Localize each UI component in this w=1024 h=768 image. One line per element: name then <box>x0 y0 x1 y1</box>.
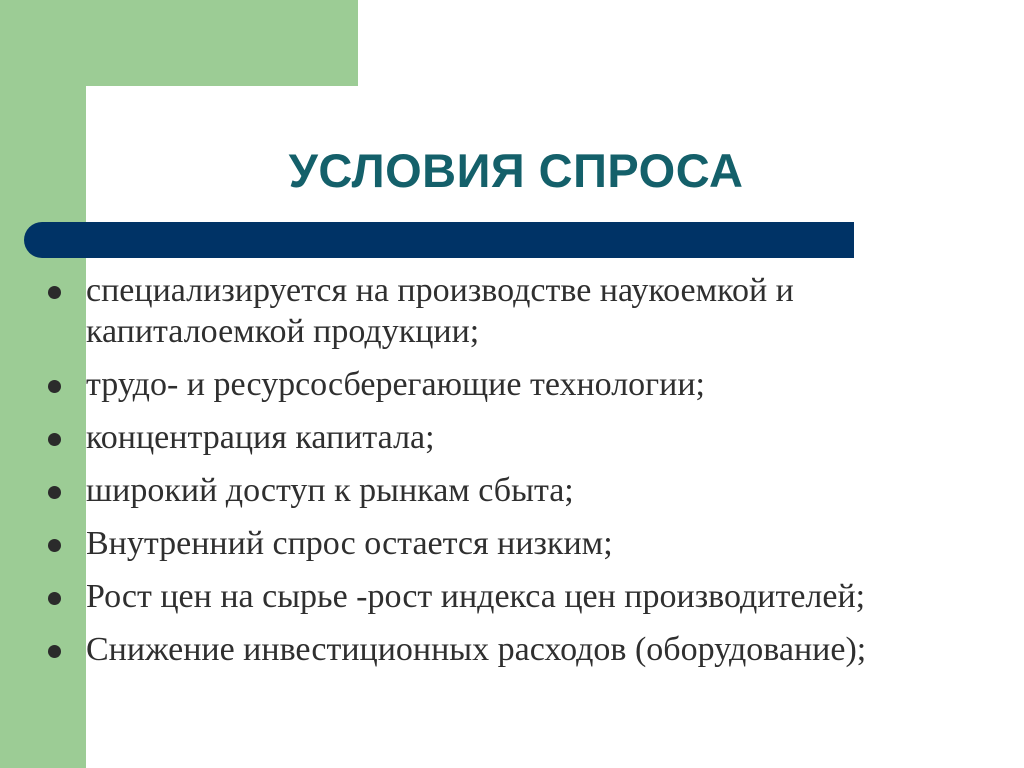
bullet-dot-icon <box>48 433 61 446</box>
bullet-text-line: Снижение инвестиционных расходов (оборудование); <box>86 631 867 668</box>
bullet-text-line: капиталоемкой продукции; <box>86 313 480 350</box>
bullet-dot-icon <box>48 286 61 299</box>
bullet-item <box>46 417 1016 458</box>
bullet-text-line: Рост цен на сырье -рост индекса цен производителей; <box>86 578 866 615</box>
bullet-dot-icon <box>48 645 61 658</box>
bullet-dot-icon <box>48 486 61 499</box>
bullet-text-line: концентрация капитала; <box>86 419 435 456</box>
bullet-item <box>46 364 1016 405</box>
bullet-text-line: трудо- и ресурсосберегающие технологии; <box>86 366 705 403</box>
bullet-text-line: специализируется на производстве наукоемкой и <box>86 272 794 309</box>
bullet-item <box>46 576 1016 617</box>
bullet-item <box>46 270 1016 352</box>
bullet-text-line: Внутренний спрос остается низким; <box>86 525 613 562</box>
bullet-dot-icon <box>48 592 61 605</box>
decorative-rounded-corner <box>86 86 146 146</box>
bullet-item <box>46 629 1016 670</box>
bullet-dot-icon <box>48 539 61 552</box>
bullet-dot-icon <box>48 380 61 393</box>
bullet-item <box>46 523 1016 564</box>
bullet-list <box>46 270 1016 682</box>
bullet-item <box>46 470 1016 511</box>
slide-title: УСЛОВИЯ СПРОСА <box>288 144 744 197</box>
bullet-text-line: широкий доступ к рынкам сбыта; <box>86 472 574 509</box>
decorative-title-bar <box>24 222 854 258</box>
